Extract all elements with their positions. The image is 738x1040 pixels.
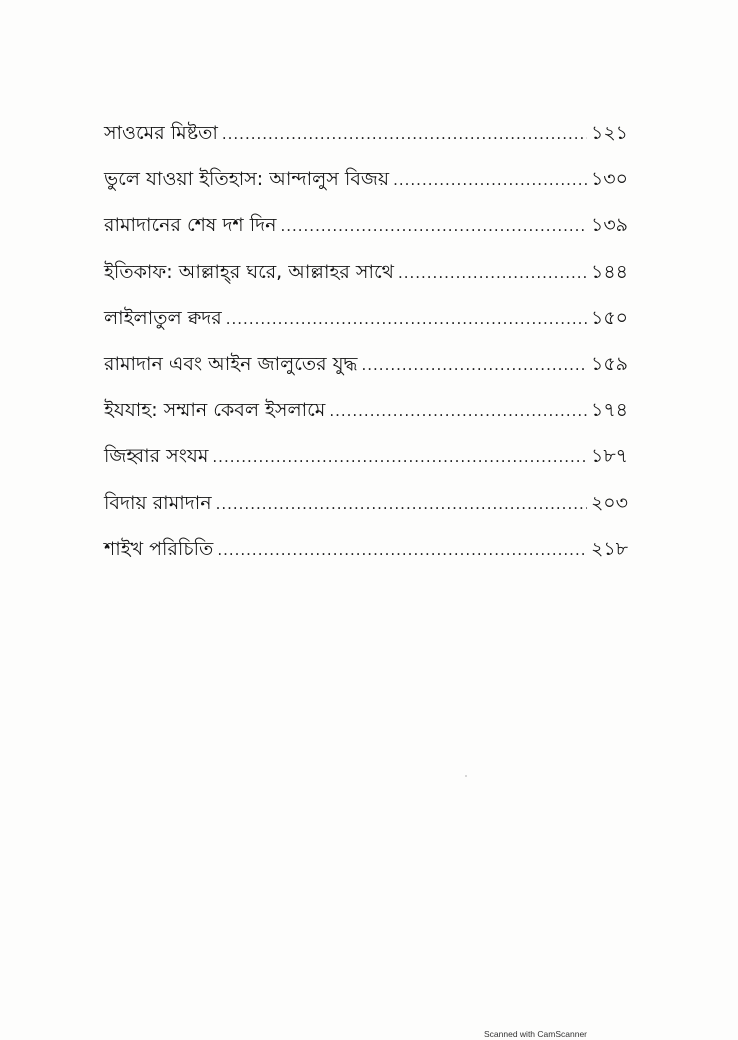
toc-dot-leader [217, 527, 587, 573]
toc-entry [104, 387, 628, 433]
toc-entry-page: ১৭৪ [590, 399, 628, 422]
toc-entry-page: ১৫৯ [591, 352, 628, 375]
toc-entry-page: ১৩০ [590, 168, 628, 191]
toc-dot-leader [329, 388, 587, 434]
toc-entry-title: শাইখ পরিচিতি [104, 537, 214, 560]
toc-dot-leader [362, 342, 588, 388]
toc-entry-page: ১৫০ [590, 306, 628, 329]
toc-entry [104, 249, 628, 295]
table-of-contents [104, 110, 628, 572]
scan-speck [465, 775, 467, 777]
toc-dot-leader [398, 250, 587, 296]
toc-entry-page: ১২১ [590, 122, 628, 144]
toc-dot-leader [222, 111, 587, 157]
toc-entry [104, 480, 628, 526]
toc-dot-leader [212, 434, 587, 480]
toc-entry [104, 202, 628, 248]
toc-entry-title: লাইলাতুল ক্বদর [104, 306, 222, 329]
toc-entry-page: ১৩৯ [590, 214, 628, 237]
toc-entry-title: ভুলে যাওয়া ইতিহাস: আন্দালুস বিজয় [104, 168, 390, 191]
toc-entry-title: বিদায় রামাদান [104, 491, 212, 514]
toc-entry-title: জিহ্বার সংযম [104, 445, 209, 468]
toc-entry-page: ১৮৭ [590, 445, 628, 468]
scanner-watermark: Scanned with CamScanner [484, 1029, 588, 1039]
toc-entry-page: ২১৮ [590, 537, 628, 560]
toc-entry [104, 110, 628, 156]
toc-entry-title: ইযযাহ: সম্মান কেবল ইসলামে [104, 399, 326, 422]
toc-entry-title: সাওমের মিষ্টতা [104, 122, 218, 144]
toc-dot-leader [216, 481, 587, 527]
toc-dot-leader [280, 203, 587, 249]
toc-entry-page: ১৪৪ [591, 260, 628, 283]
toc-entry-title: রামাদানের শেষ দশ দিন [104, 214, 277, 237]
toc-entry [104, 433, 628, 479]
toc-entry-title: ইতিকাফ: আল্লাহ্‌র ঘরে, আল্লাহর সাথে [104, 260, 394, 283]
toc-entry [104, 526, 628, 572]
toc-entry-title: রামাদান এবং আইন জালুতের যুদ্ধ [104, 352, 358, 375]
toc-entry [104, 156, 628, 202]
toc-dot-leader [393, 157, 587, 203]
toc-entry [104, 295, 628, 341]
toc-entry-page: ২০৩ [590, 491, 628, 514]
toc-entry [104, 341, 628, 387]
toc-dot-leader [226, 296, 587, 342]
